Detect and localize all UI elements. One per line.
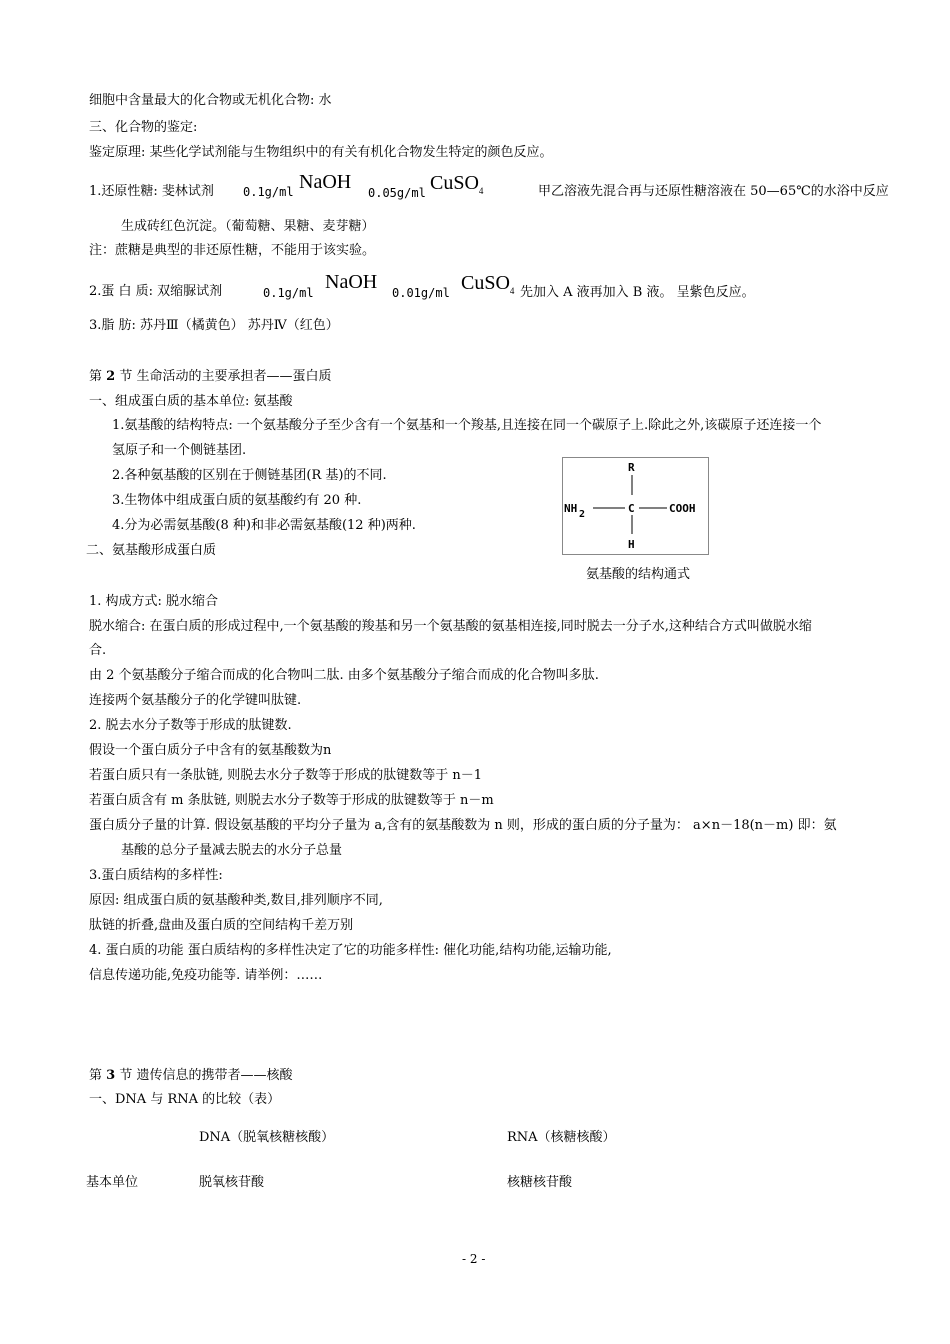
assume-n: 假设一个蛋白质分子中含有的氨基酸数为n	[89, 743, 332, 758]
aa-point-3: 3.生物体中组成蛋白质的氨基酸约有 20 种.	[112, 493, 362, 508]
diversity-reason: 原因: 组成蛋白质的氨基酸种类,数目,排列顺序不同,	[89, 893, 383, 908]
protein-conc-naoh: 0.1g/ml	[263, 286, 314, 300]
diversity-heading: 3.蛋白质结构的多样性:	[89, 868, 223, 883]
amino-group-label: NH	[564, 502, 578, 515]
peptide-bond-definition: 连接两个氨基酸分子的化学键叫肽键.	[89, 693, 302, 708]
m-chains-rule: 若蛋白质含有 m 条肽链, 则脱去水分子数等于形成的肽键数等于 n－m	[89, 793, 494, 808]
single-chain-rule: 若蛋白质只有一条肽链, 则脱去水分子数等于形成的肽键数等于 n－1	[89, 768, 483, 783]
protein-conc-cuso4: 0.01g/ml	[392, 286, 450, 300]
dna-rna-heading: 一、DNA 与 RNA 的比较（表）	[89, 1092, 281, 1107]
aa-point-1b: 氢原子和一个侧链基团.	[112, 443, 247, 458]
carboxyl-group-label: COOH	[669, 502, 696, 515]
water-loss-heading: 2. 脱去水分子数等于形成的肽键数.	[89, 718, 292, 733]
protein-cuso4: CuSO$_4$	[461, 272, 515, 296]
identification-principle: 鉴定原理: 某些化学试剂能与生物组织中的有关有机化合物发生特定的颜色反应。	[89, 145, 553, 160]
aa-point-2: 2.各种氨基酸的区别在于侧链基团(R 基)的不同.	[112, 468, 387, 483]
sucrose-note: 注：蔗糖是典型的非还原性糖，不能用于该实验。	[89, 243, 376, 258]
sugar-naoh: NaOH	[299, 171, 352, 193]
table-row-label: 基本单位	[86, 1175, 139, 1190]
sugar-procedure: 甲乙溶液先混合再与还原性糖溶液在 50—65℃的水浴中反应	[538, 184, 889, 199]
section-2-title: 第 2 节 生命活动的主要承担者——蛋白质	[89, 369, 332, 384]
dehydration-heading: 1. 构成方式: 脱水缩合	[89, 594, 219, 609]
amino-group-subscript: 2	[579, 509, 586, 520]
figure-caption: 氨基酸的结构通式	[586, 567, 691, 582]
aa-point-1a: 1.氨基酸的结构特点: 一个氨基酸分子至少含有一个氨基和一个羧基,且连接在同一个碳原子上.除此之外,该碳原子还连接一个	[112, 418, 822, 433]
table-rna-unit: 核糖核苷酸	[507, 1175, 573, 1190]
dehydration-definition-a: 脱水缩合: 在蛋白质的形成过程中,一个氨基酸的羧基和另一个氨基酸的氨基相连接,同时脱去一分子水,这种结合方式叫做脱水缩	[89, 619, 812, 634]
section-3-title: 第 3 节 遗传信息的携带者——核酸	[89, 1068, 293, 1083]
hydrogen-label: H	[628, 538, 635, 551]
protein-label: 2.蛋 白 质: 双缩脲试剂	[89, 284, 223, 299]
sugar-conc-naoh: 0.1g/ml	[243, 185, 294, 199]
amino-acid-structure-diagram	[562, 457, 709, 555]
fat-test: 3.脂 肪: 苏丹Ⅲ（橘黄色） 苏丹Ⅳ（红色）	[89, 318, 339, 333]
amino-acid-heading: 一、组成蛋白质的基本单位: 氨基酸	[89, 394, 293, 409]
table-header-rna: RNA（核糖核酸）	[507, 1130, 616, 1145]
reducing-sugar-label: 1.还原性糖: 斐林试剂	[89, 184, 214, 199]
molecular-weight-b: 基酸的总分子量减去脱去的水分子总量	[121, 843, 343, 858]
function-more: 信息传递功能,免疫功能等. 请举例：……	[89, 968, 323, 983]
table-header-dna: DNA（脱氧核糖核酸）	[199, 1130, 335, 1145]
protein-formation-heading: 二、氨基酸形成蛋白质	[86, 543, 217, 558]
page-number: - 2 -	[462, 1252, 486, 1266]
function-heading: 4. 蛋白质的功能 蛋白质结构的多样性决定了它的功能多样性: 催化功能,结构功能,运输功能,	[89, 943, 612, 958]
diversity-folding: 肽链的折叠,盘曲及蛋白质的空间结构千差万别	[89, 918, 354, 933]
alpha-carbon-label: C	[628, 502, 635, 515]
sugar-result: 生成砖红色沉淀。（葡萄糖、果糖、麦芽糖）	[121, 219, 375, 234]
section-3-heading: 三、化合物的鉴定:	[89, 120, 198, 135]
molecular-weight-a: 蛋白质分子量的计算. 假设氨基酸的平均分子量为 a,含有的氨基酸数为 n 则，形成的蛋白质的分子量为： a×n－18(n－m) 即：氨	[89, 818, 837, 833]
sugar-conc-cuso4: 0.05g/ml	[368, 186, 426, 200]
protein-naoh: NaOH	[325, 271, 378, 293]
r-group-label: R	[628, 461, 635, 474]
dehydration-definition-b: 合.	[89, 643, 107, 658]
aa-point-4: 4.分为必需氨基酸(8 种)和非必需氨基酸(12 种)两种.	[112, 518, 416, 533]
water-statement: 细胞中含量最大的化合物或无机化合物: 水	[89, 93, 332, 108]
table-dna-unit: 脱氧核苷酸	[199, 1175, 265, 1190]
protein-procedure: 先加入 A 液再加入 B 液。 呈紫色反应。	[520, 285, 755, 300]
peptide-definition: 由 2 个氨基酸分子缩合而成的化合物叫二肽. 由多个氨基酸分子缩合而成的化合物叫多肽.	[89, 668, 599, 683]
sugar-cuso4: CuSO$_4$	[430, 172, 484, 196]
